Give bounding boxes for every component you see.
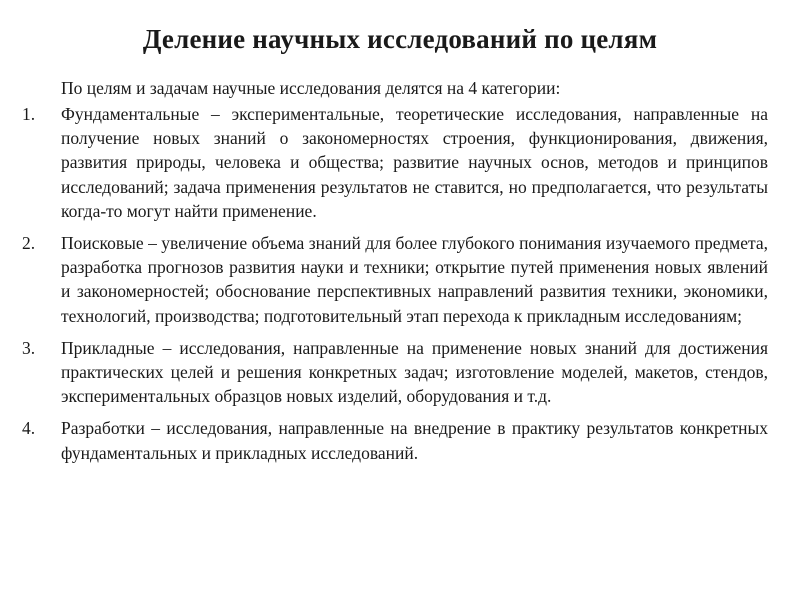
item-text: Поисковые – увеличение объема знаний для более глубокого понимания изучаемого предмета, разработка прогнозов развития науки и техники; открытие путей применения новых явлений и закономерностей; обоснование перспективных направлений развития техники, экономики, технологий, производства; подготовительный этап перехода к прикладным исследованиям;	[61, 233, 768, 326]
intro-text: По целям и задачам научные исследования делятся на 4 категории:	[61, 78, 561, 98]
item-number: 4.	[22, 418, 36, 439]
item-number: 2.	[22, 233, 36, 254]
item-number: 3.	[22, 337, 36, 358]
item-text: Разработки – исследования, направленные на внедрение в практику результатов конкретных фундаментальных и прикладных исследований.	[61, 418, 768, 463]
category-list	[22, 102, 768, 473]
item-text: Фундаментальные – экспериментальные, теоретические исследования, направленные на получение новых знаний о закономерностях строения, функционирования, движения, развития природы, человека и общества; развитие научных основ, методов и принципов исследований; задача применения результатов не ставится, но предполагается, что результаты когда-то могут найти применение.	[61, 104, 768, 221]
slide-title: Деление научных исследований по целям	[142, 24, 658, 54]
item-number: 1.	[22, 104, 36, 124]
list-item	[22, 336, 768, 409]
list-item	[22, 102, 768, 223]
list-item	[22, 416, 768, 464]
item-text: Прикладные – исследования, направленные на применение новых знаний для достижения практических целей и решения конкретных задач; изготовление моделей, макетов, стендов, экспериментальных образцов новых изделий, оборудования и т.д.	[61, 337, 768, 407]
list-item	[22, 231, 768, 328]
